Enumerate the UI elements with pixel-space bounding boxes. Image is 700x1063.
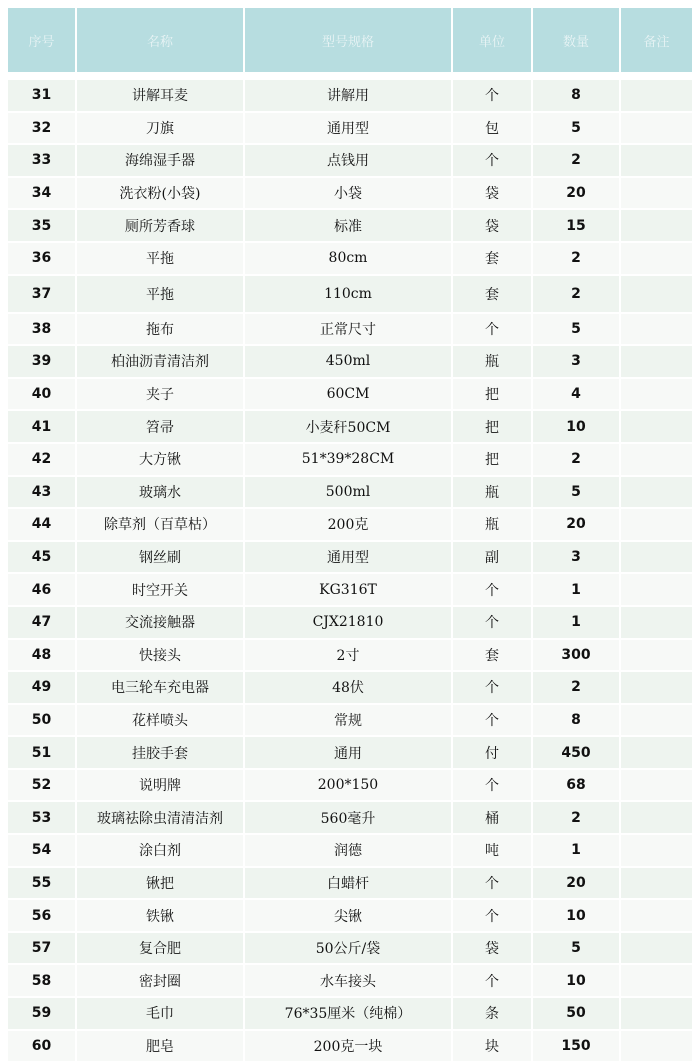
- cell-name: 时空开关: [76, 573, 244, 606]
- cell-qty: 4: [532, 378, 620, 411]
- cell-unit: 把: [452, 410, 532, 443]
- cell-spec: CJX21810: [244, 606, 452, 639]
- cell-qty: 3: [532, 541, 620, 574]
- cell-spec: 200克一块: [244, 1030, 452, 1063]
- cell-num: 42: [8, 443, 76, 476]
- cell-note: [620, 834, 692, 867]
- cell-spec: 润德: [244, 834, 452, 867]
- cell-unit: 袋: [452, 932, 532, 965]
- cell-num: 49: [8, 671, 76, 704]
- cell-unit: 瓶: [452, 345, 532, 378]
- cell-num: 53: [8, 801, 76, 834]
- table-row: [8, 867, 692, 900]
- header-qty: 数量: [532, 8, 620, 72]
- table-row: [8, 345, 692, 378]
- cell-note: [620, 997, 692, 1030]
- cell-unit: 个: [452, 867, 532, 900]
- cell-qty: 1: [532, 834, 620, 867]
- cell-qty: 15: [532, 209, 620, 242]
- cell-spec: 80cm: [244, 242, 452, 275]
- cell-unit: 套: [452, 242, 532, 275]
- cell-spec: 小麦秆50CM: [244, 410, 452, 443]
- cell-spec: 水车接头: [244, 964, 452, 997]
- cell-num: 48: [8, 639, 76, 672]
- header-spec: 型号规格: [244, 8, 452, 72]
- cell-note: [620, 345, 692, 378]
- cell-name: 讲解耳麦: [76, 79, 244, 112]
- cell-name: 玻璃祛除虫清清洁剂: [76, 801, 244, 834]
- cell-note: [620, 606, 692, 639]
- cell-qty: 8: [532, 704, 620, 737]
- table-row: [8, 177, 692, 210]
- cell-qty: 1: [532, 606, 620, 639]
- cell-spec: 白蜡杆: [244, 867, 452, 900]
- cell-qty: 5: [532, 932, 620, 965]
- cell-name: 密封圈: [76, 964, 244, 997]
- cell-qty: 10: [532, 410, 620, 443]
- table-row: [8, 79, 692, 112]
- table-row: [8, 541, 692, 574]
- table-row: [8, 704, 692, 737]
- cell-note: [620, 769, 692, 802]
- cell-spec: 标准: [244, 209, 452, 242]
- cell-num: 38: [8, 313, 76, 346]
- cell-qty: 5: [532, 112, 620, 145]
- cell-unit: 瓶: [452, 476, 532, 509]
- cell-name: 锹把: [76, 867, 244, 900]
- cell-note: [620, 410, 692, 443]
- table-header: [8, 8, 692, 72]
- cell-note: [620, 378, 692, 411]
- cell-name: 平拖: [76, 242, 244, 275]
- cell-name: 铁锹: [76, 899, 244, 932]
- cell-qty: 10: [532, 899, 620, 932]
- cell-num: 32: [8, 112, 76, 145]
- cell-name: 大方锹: [76, 443, 244, 476]
- cell-num: 59: [8, 997, 76, 1030]
- cell-unit: 副: [452, 541, 532, 574]
- table-row: [8, 932, 692, 965]
- cell-spec: 尖锹: [244, 899, 452, 932]
- cell-note: [620, 476, 692, 509]
- cell-num: 34: [8, 177, 76, 210]
- cell-name: 说明牌: [76, 769, 244, 802]
- cell-spec: 200克: [244, 508, 452, 541]
- cell-spec: 小袋: [244, 177, 452, 210]
- cell-num: 50: [8, 704, 76, 737]
- header-note: 备注: [620, 8, 692, 72]
- table-row: [8, 242, 692, 275]
- cell-unit: 吨: [452, 834, 532, 867]
- table-row: [8, 834, 692, 867]
- table-row: [8, 899, 692, 932]
- cell-num: 47: [8, 606, 76, 639]
- cell-unit: 个: [452, 313, 532, 346]
- table-row: [8, 606, 692, 639]
- cell-name: 快接头: [76, 639, 244, 672]
- cell-spec: 常规: [244, 704, 452, 737]
- cell-num: 36: [8, 242, 76, 275]
- table-body: [8, 72, 692, 1062]
- cell-spec: 560毫升: [244, 801, 452, 834]
- cell-spec: KG316T: [244, 573, 452, 606]
- cell-name: 花样喷头: [76, 704, 244, 737]
- cell-name: 挂胶手套: [76, 736, 244, 769]
- cell-note: [620, 671, 692, 704]
- cell-unit: 个: [452, 573, 532, 606]
- cell-spec: 50公斤/袋: [244, 932, 452, 965]
- cell-note: [620, 736, 692, 769]
- cell-unit: 个: [452, 769, 532, 802]
- cell-name: 交流接触器: [76, 606, 244, 639]
- cell-name: 夹子: [76, 378, 244, 411]
- cell-note: [620, 275, 692, 313]
- cell-note: [620, 313, 692, 346]
- table-row: [8, 209, 692, 242]
- cell-name: 玻璃水: [76, 476, 244, 509]
- cell-num: 60: [8, 1030, 76, 1063]
- cell-qty: 2: [532, 144, 620, 177]
- header-unit: 单位: [452, 8, 532, 72]
- cell-spec: 51*39*28CM: [244, 443, 452, 476]
- cell-unit: 个: [452, 704, 532, 737]
- table-row: [8, 964, 692, 997]
- table-row: [8, 313, 692, 346]
- table-row: [8, 112, 692, 145]
- cell-qty: 5: [532, 313, 620, 346]
- cell-note: [620, 209, 692, 242]
- table-row: [8, 443, 692, 476]
- cell-name: 钢丝刷: [76, 541, 244, 574]
- cell-qty: 20: [532, 508, 620, 541]
- cell-num: 35: [8, 209, 76, 242]
- cell-qty: 3: [532, 345, 620, 378]
- cell-note: [620, 112, 692, 145]
- cell-num: 33: [8, 144, 76, 177]
- cell-num: 58: [8, 964, 76, 997]
- cell-unit: 瓶: [452, 508, 532, 541]
- cell-spec: 200*150: [244, 769, 452, 802]
- cell-qty: 2: [532, 275, 620, 313]
- cell-note: [620, 867, 692, 900]
- header-row: [8, 8, 692, 72]
- cell-unit: 套: [452, 639, 532, 672]
- cell-spec: 点钱用: [244, 144, 452, 177]
- cell-name: 笤帚: [76, 410, 244, 443]
- cell-spec: 2寸: [244, 639, 452, 672]
- table-row: [8, 1030, 692, 1063]
- cell-spec: 60CM: [244, 378, 452, 411]
- cell-note: [620, 573, 692, 606]
- cell-unit: 袋: [452, 177, 532, 210]
- cell-unit: 包: [452, 112, 532, 145]
- cell-num: 52: [8, 769, 76, 802]
- cell-spec: 110cm: [244, 275, 452, 313]
- cell-name: 洗衣粉(小袋): [76, 177, 244, 210]
- cell-qty: 68: [532, 769, 620, 802]
- cell-unit: 块: [452, 1030, 532, 1063]
- table-row: [8, 769, 692, 802]
- cell-qty: 10: [532, 964, 620, 997]
- cell-note: [620, 801, 692, 834]
- table-row: [8, 573, 692, 606]
- cell-unit: 个: [452, 899, 532, 932]
- cell-note: [620, 964, 692, 997]
- cell-num: 57: [8, 932, 76, 965]
- cell-unit: 个: [452, 144, 532, 177]
- cell-spec: 450ml: [244, 345, 452, 378]
- table-row: [8, 639, 692, 672]
- cell-num: 46: [8, 573, 76, 606]
- inventory-sheet: [8, 8, 692, 1063]
- cell-note: [620, 443, 692, 476]
- cell-note: [620, 639, 692, 672]
- cell-qty: 50: [532, 997, 620, 1030]
- header-spacer: [8, 72, 692, 79]
- table-row: [8, 410, 692, 443]
- cell-spec: 通用: [244, 736, 452, 769]
- cell-unit: 把: [452, 378, 532, 411]
- cell-num: 45: [8, 541, 76, 574]
- cell-qty: 2: [532, 801, 620, 834]
- cell-num: 37: [8, 275, 76, 313]
- cell-qty: 5: [532, 476, 620, 509]
- cell-spec: 48伏: [244, 671, 452, 704]
- cell-qty: 450: [532, 736, 620, 769]
- cell-note: [620, 79, 692, 112]
- cell-num: 41: [8, 410, 76, 443]
- cell-name: 海绵湿手器: [76, 144, 244, 177]
- cell-unit: 付: [452, 736, 532, 769]
- cell-note: [620, 242, 692, 275]
- cell-unit: 套: [452, 275, 532, 313]
- cell-note: [620, 508, 692, 541]
- cell-note: [620, 541, 692, 574]
- cell-num: 39: [8, 345, 76, 378]
- cell-num: 56: [8, 899, 76, 932]
- table-row: [8, 378, 692, 411]
- table-row: [8, 508, 692, 541]
- cell-num: 55: [8, 867, 76, 900]
- table-row: [8, 997, 692, 1030]
- table-row: [8, 736, 692, 769]
- cell-name: 柏油沥青清洁剂: [76, 345, 244, 378]
- cell-note: [620, 932, 692, 965]
- cell-unit: 桶: [452, 801, 532, 834]
- cell-unit: 个: [452, 606, 532, 639]
- cell-qty: 150: [532, 1030, 620, 1063]
- cell-spec: 通用型: [244, 112, 452, 145]
- cell-name: 刀旗: [76, 112, 244, 145]
- cell-spec: 500ml: [244, 476, 452, 509]
- table-row: [8, 801, 692, 834]
- cell-num: 40: [8, 378, 76, 411]
- table-row: [8, 671, 692, 704]
- cell-unit: 个: [452, 671, 532, 704]
- cell-note: [620, 177, 692, 210]
- cell-note: [620, 1030, 692, 1063]
- cell-spec: 正常尺寸: [244, 313, 452, 346]
- cell-name: 涂白剂: [76, 834, 244, 867]
- cell-spec: 76*35厘米（纯棉）: [244, 997, 452, 1030]
- inventory-table: [8, 8, 692, 1063]
- cell-unit: 个: [452, 79, 532, 112]
- cell-qty: 2: [532, 671, 620, 704]
- cell-name: 平拖: [76, 275, 244, 313]
- table-row: [8, 144, 692, 177]
- cell-unit: 把: [452, 443, 532, 476]
- table-row: [8, 476, 692, 509]
- cell-num: 54: [8, 834, 76, 867]
- header-name: 名称: [76, 8, 244, 72]
- header-num: 序号: [8, 8, 76, 72]
- cell-name: 肥皂: [76, 1030, 244, 1063]
- cell-name: 拖布: [76, 313, 244, 346]
- cell-qty: 1: [532, 573, 620, 606]
- cell-name: 除草剂（百草枯）: [76, 508, 244, 541]
- cell-name: 厕所芳香球: [76, 209, 244, 242]
- table-row: [8, 275, 692, 313]
- cell-num: 43: [8, 476, 76, 509]
- cell-qty: 20: [532, 177, 620, 210]
- cell-name: 复合肥: [76, 932, 244, 965]
- cell-qty: 2: [532, 242, 620, 275]
- cell-qty: 2: [532, 443, 620, 476]
- cell-spec: 通用型: [244, 541, 452, 574]
- cell-note: [620, 144, 692, 177]
- cell-qty: 300: [532, 639, 620, 672]
- cell-num: 31: [8, 79, 76, 112]
- cell-name: 毛巾: [76, 997, 244, 1030]
- cell-qty: 8: [532, 79, 620, 112]
- cell-unit: 袋: [452, 209, 532, 242]
- cell-unit: 条: [452, 997, 532, 1030]
- cell-spec: 讲解用: [244, 79, 452, 112]
- cell-qty: 20: [532, 867, 620, 900]
- cell-num: 44: [8, 508, 76, 541]
- cell-note: [620, 704, 692, 737]
- cell-num: 51: [8, 736, 76, 769]
- cell-unit: 个: [452, 964, 532, 997]
- cell-name: 电三轮车充电器: [76, 671, 244, 704]
- cell-note: [620, 899, 692, 932]
